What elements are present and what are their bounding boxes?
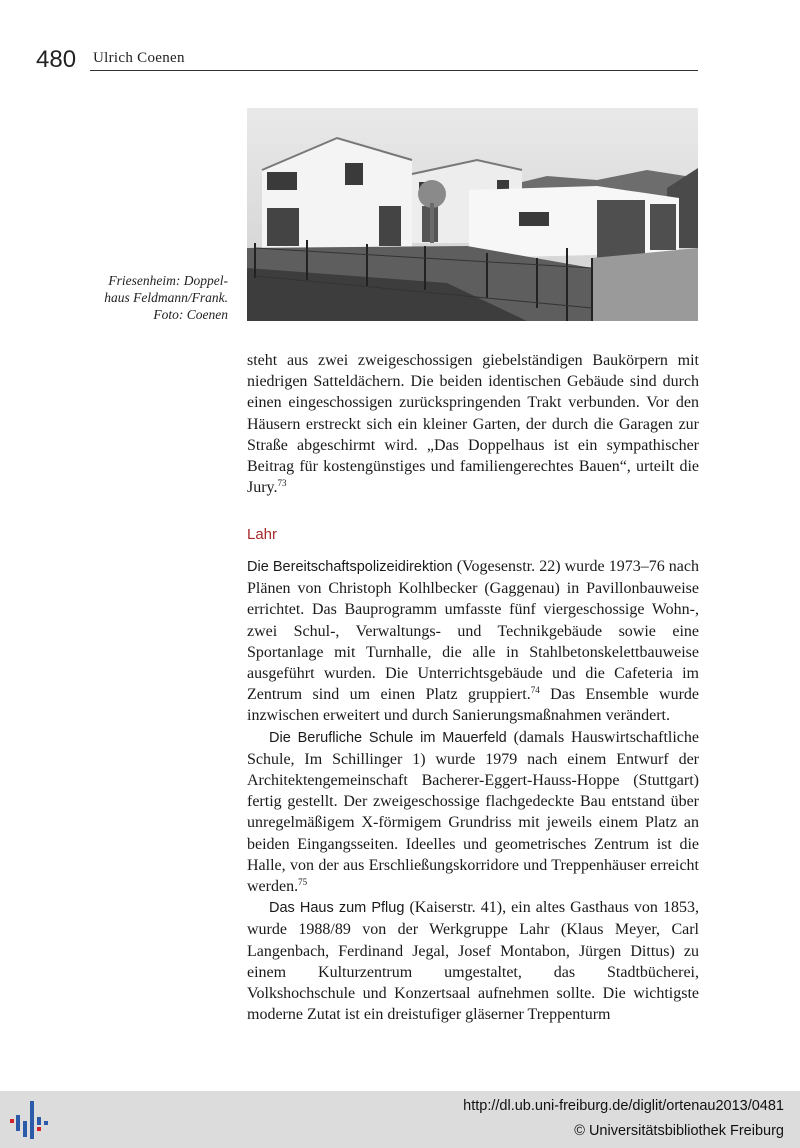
lead-term: Die Berufliche Schule im Mauerfeld [269, 729, 507, 746]
footer-url[interactable]: http://dl.ub.uni-freiburg.de/diglit/ortenau2013/0481 [463, 1098, 784, 1114]
lead-term: Das Haus zum Pflug [269, 900, 405, 917]
header-rule [90, 70, 698, 71]
paragraph-text: (Kaiserstr. 41), ein altes Gasthaus von 1853, wurde 1988/89 von der Werkgruppe Lahr (Klaus Meyer, Carl Langenbach, Ferdinand Jegal, Josef Montabon, Jürgen Dittus) zu einem Kulturzentrum umgestaltet, das Stadtbücherei, Volkshochschule und Konzertsaal aufnehmen sollte. Die wichtigste moderne Zutat ist ein dreistufiger gläserner Treppenturm [247, 899, 699, 1024]
paragraph-berufliche-schule [247, 727, 699, 898]
footnote-ref: 73 [277, 478, 287, 489]
page-number: 480 [36, 46, 77, 73]
footer-copyright: © Universitätsbibliothek Freiburg [574, 1123, 784, 1139]
paragraph-text: (Vogesenstr. 22) wurde 1973–76 nach Plänen von Christoph Kolhlbecker (Gaggenau) in Pavillonbauweise errichtet. Das Bauprogramm umfasste fünf viergeschossige Wohn-, zwei Schul-, Verwaltungs- und Technikgebäude sowie eine Sportanlage mit Turnhalle, die alle in Stahlbetonskelettbauweise ausgeführt wurden. Die Unterrichtsgebäude und die Cafeteria im Zentrum sind um einen Platz gruppiert. [247, 558, 700, 704]
paragraph-text: steht aus zwei zweigeschossigen giebelständigen Baukörpern mit niedrigen Satteldächern. Die beiden identischen Gebäude sind durch einen eingeschossigen zurückspringenden Trakt verbunden. Vor den Häusern erstreckt sich ein kleiner Garten, der durch die Garagen zur Straße abgeschirmt wird. „Das Doppelhaus ist ein sympathischer Beitrag für kostengünstiges und familiengerechtes Bauen“, urteilt die Jury. [247, 352, 699, 497]
lead-term: Die Bereitschaftspolizeidirektion [247, 559, 453, 575]
caption-line: haus Feldmann/Frank. [104, 290, 228, 305]
section-title: Lahr [247, 526, 278, 543]
photo-illustration [247, 108, 698, 321]
footer-bar [0, 1091, 800, 1148]
figure-caption [60, 272, 228, 323]
library-logo-icon [10, 1099, 50, 1141]
caption-line: Friesenheim: Doppel- [108, 273, 228, 288]
running-head: Ulrich Coenen [93, 50, 185, 66]
paragraph-text: Das Ensemble wurde inzwischen erweitert und durch Sanierungsmaßnahmen verändert. [247, 686, 700, 725]
paragraph-haus-zum-pflug [247, 897, 699, 1025]
section-body [247, 556, 699, 1025]
paragraph-text: (damals Hauswirtschaftliche Schule, Im Schillinger 1) wurde 1979 nach einem Entwurf der Architektengemeinschaft Bacherer-Eggert-Hauss-Hoppe (Stuttgart) fertig gestellt. Der zweigeschossige flachgedeckte Bau entstand über unregelmäßigem X-förmigem Grundriss mit jeweils einem Platz an beiden Eingangsseiten. Ideelles und geometrisches Zentrum ist die Halle, von der aus Erschließungskorridore und Treppenhäuser erreicht werden. [247, 728, 699, 896]
paragraph-bereitschaftspolizei [247, 556, 699, 727]
footnote-ref: 74 [530, 685, 540, 696]
footnote-ref: 75 [298, 877, 308, 888]
photo-doppelhaus [247, 108, 698, 321]
paragraph-doppelhaus [247, 350, 699, 498]
caption-line: Foto: Coenen [153, 307, 228, 322]
